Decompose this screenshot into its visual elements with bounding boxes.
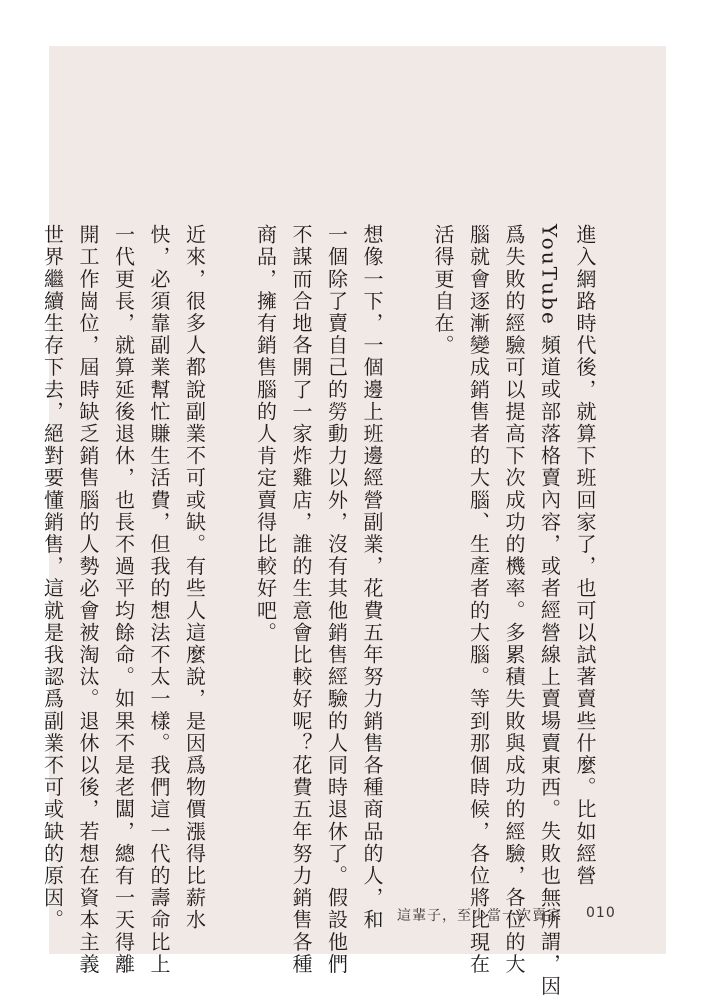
text-column: 想像一下，一個邊上班邊經營副業，花費五年努力銷售各種商品的人，和 bbox=[360, 224, 384, 932]
page-number: 010 bbox=[586, 905, 616, 921]
text-column: YouTube 頻道或部落格賣內容，或者經營線上賣場賣東西。失敗也無所謂，因 bbox=[537, 224, 562, 998]
text-column: 爲失敗的經驗可以提高下次成功的機率。多累積失敗與成功的經驗，各位的大 bbox=[502, 224, 526, 976]
text-column: 世界繼續生存下去，絕對要懂銷售，這就是我認爲副業不可或缺的原因。 bbox=[40, 224, 65, 932]
book-page bbox=[40, 46, 666, 998]
text-column: 不謀而合地各開了一家炸雞店，誰的生意會比較好呢？花費五年努力銷售各種 bbox=[289, 224, 313, 976]
text-column: 一代更長，就算延後退休，也長不過平均餘命。如果不是老闆，總有一天得離 bbox=[111, 224, 136, 976]
text-column: 一個除了賣自己的勞動力以外，沒有其他銷售經驗的人同時退休了。假設他們 bbox=[324, 224, 349, 976]
text-column: 活得更自在。 bbox=[431, 224, 455, 357]
text-column: 進入網路時代後，就算下班回家了，也可以試著賣些什麼。比如經營 bbox=[573, 224, 597, 887]
text-column: 開工作崗位，屆時缺乏銷售腦的人勢必會被淘汰。退休以後，若想在資本主義 bbox=[76, 224, 100, 976]
text-column: 商品，擁有銷售腦的人肯定賣得比較好吧。 bbox=[253, 224, 278, 644]
page-footer bbox=[0, 905, 711, 929]
paragraph-gap bbox=[212, 224, 248, 884]
book-title: 這輩子，至少當一次賣家 bbox=[397, 908, 562, 924]
text-column: 快，必須靠副業幫忙賺生活費，但我的想法不太一樣。我們這一代的壽命比上 bbox=[147, 224, 171, 976]
text-column: 近來，很多人都說副業不可或缺。有些人這麼說，是因爲物價漲得比薪水 bbox=[182, 224, 207, 932]
text-column: 腦就會逐漸變成銷售者的大腦、生產者的大腦。等到那個時候，各位將比現在 bbox=[466, 224, 491, 976]
paragraph-gap bbox=[389, 224, 425, 884]
